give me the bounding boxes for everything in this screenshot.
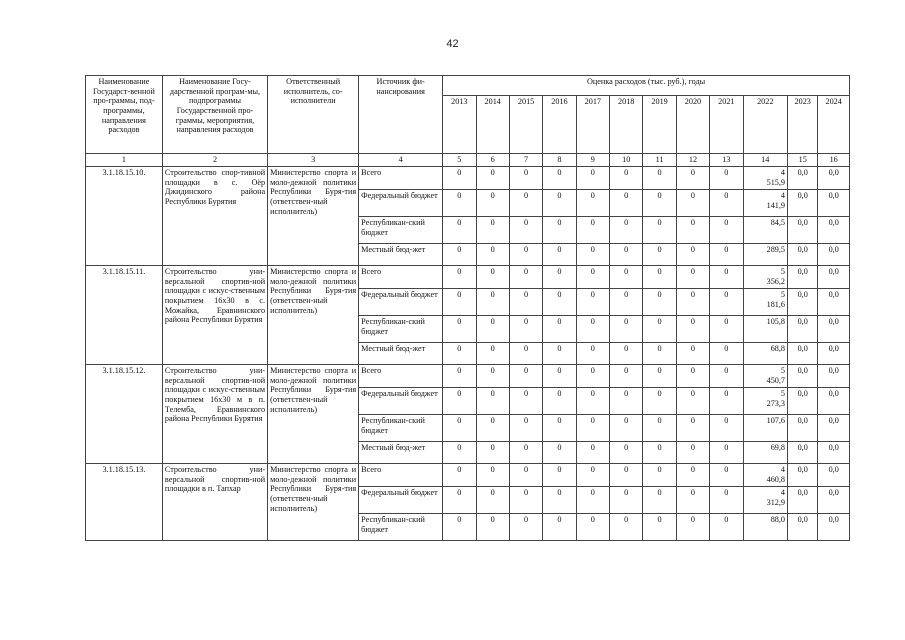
amount-cell: 0 (476, 289, 509, 316)
amount-cell: 0,0 (818, 388, 850, 415)
amount-cell: 0 (610, 289, 643, 316)
entry-name: Строительство спор-тивной площадки в с. Оёр Джидинского района Республики Бурятия (162, 167, 267, 266)
amount-cell: 0 (509, 316, 542, 343)
entry-executor: Министерство спорта и моло-дежной политики Республики Буря-тия (ответствен-ный исполнитель) (268, 464, 359, 541)
amount-cell: 0 (476, 316, 509, 343)
amount-cell: 0 (509, 415, 542, 442)
amount-cell: 0 (443, 343, 476, 365)
amount-cell: 0 (543, 442, 576, 464)
funding-source: Республикан-ский бюджет (359, 415, 443, 442)
amount-cell: 0,0 (818, 167, 850, 190)
table-row (86, 464, 850, 487)
amount-cell: 0 (710, 167, 743, 190)
amount-cell: 0 (543, 388, 576, 415)
amount-cell: 0 (710, 217, 743, 244)
column-number: 16 (818, 154, 850, 167)
funding-source: Федеральный бюджет (359, 487, 443, 514)
funding-source: Республикан-ский бюджет (359, 316, 443, 343)
amount-cell: 0,0 (818, 365, 850, 388)
amount-cell: 0,0 (818, 514, 850, 541)
amount-cell: 0 (610, 442, 643, 464)
amount-cell: 0 (476, 217, 509, 244)
amount-cell: 0,0 (788, 388, 818, 415)
amount-cell: 0 (443, 487, 476, 514)
amount-cell: 0 (443, 442, 476, 464)
amount-cell: 0 (676, 343, 709, 365)
amount-cell: 0 (576, 217, 609, 244)
table-row (86, 167, 850, 190)
amount-cell: 0 (643, 365, 676, 388)
amount-cell: 0,0 (818, 415, 850, 442)
amount-cell: 0,0 (818, 464, 850, 487)
column-number: 4 (359, 154, 443, 167)
funding-source: Всего (359, 464, 443, 487)
amount-cell: 0,0 (788, 464, 818, 487)
amount-cell: 0 (476, 190, 509, 217)
amount-cell: 0 (643, 343, 676, 365)
header-year: 2013 (443, 96, 476, 154)
amount-cell: 0 (643, 316, 676, 343)
column-number: 8 (543, 154, 576, 167)
amount-cell: 0 (509, 343, 542, 365)
amount-cell: 0,0 (818, 244, 850, 266)
amount-cell: 0 (710, 442, 743, 464)
amount-cell: 0 (676, 415, 709, 442)
amount-cell: 0 (543, 289, 576, 316)
amount-cell: 0 (676, 464, 709, 487)
header-year: 2016 (543, 96, 576, 154)
amount-cell: 5 356,2 (743, 266, 788, 289)
amount-cell: 0 (610, 487, 643, 514)
amount-cell: 0 (476, 388, 509, 415)
amount-cell: 0 (443, 365, 476, 388)
amount-cell: 0 (676, 244, 709, 266)
amount-cell: 0,0 (788, 190, 818, 217)
amount-cell: 0 (610, 388, 643, 415)
amount-cell: 0 (643, 464, 676, 487)
amount-cell: 0,0 (818, 289, 850, 316)
amount-cell: 0,0 (788, 316, 818, 343)
amount-cell: 0,0 (818, 442, 850, 464)
header-year: 2021 (710, 96, 743, 154)
amount-cell: 0,0 (788, 365, 818, 388)
amount-cell: 0 (610, 316, 643, 343)
column-number: 10 (610, 154, 643, 167)
amount-cell: 107,6 (743, 415, 788, 442)
amount-cell: 0 (476, 343, 509, 365)
funding-source: Всего (359, 365, 443, 388)
amount-cell: 0 (543, 464, 576, 487)
amount-cell: 0 (543, 514, 576, 541)
amount-cell: 0 (543, 365, 576, 388)
amount-cell: 0 (509, 514, 542, 541)
funding-source: Всего (359, 167, 443, 190)
amount-cell: 0 (710, 190, 743, 217)
amount-cell: 0 (543, 167, 576, 190)
amount-cell: 0 (676, 388, 709, 415)
amount-cell: 4 515,9 (743, 167, 788, 190)
header-name: Наименование Государст-венной про-граммы, под-программы, направления расходов (86, 76, 163, 154)
column-number: 9 (576, 154, 609, 167)
entry-code: 3.1.18.15.10. (86, 167, 163, 266)
header-year: 2023 (788, 96, 818, 154)
column-number: 5 (443, 154, 476, 167)
amount-cell: 0 (509, 487, 542, 514)
header-numbers-row (86, 154, 850, 167)
header-program: Наименование Госу-дарственной програм-мы, подпрограммы Государственной про-граммы, мероприятия, направления расходов (162, 76, 267, 154)
amount-cell: 0 (643, 415, 676, 442)
amount-cell: 0 (443, 266, 476, 289)
entry-name: Строительство уни-версальной спортив-ной площадки с искус-ственным покрытием 16х30 м в п. Телемба, Еравнинского района Республики Бурятия (162, 365, 267, 464)
entry-code: 3.1.18.15.11. (86, 266, 163, 365)
amount-cell: 289,5 (743, 244, 788, 266)
funding-source: Республикан-ский бюджет (359, 217, 443, 244)
amount-cell: 0 (710, 343, 743, 365)
funding-source: Местный бюд-жет (359, 442, 443, 464)
column-number: 15 (788, 154, 818, 167)
funding-source: Всего (359, 266, 443, 289)
amount-cell: 0 (676, 365, 709, 388)
amount-cell: 0 (509, 365, 542, 388)
column-number: 7 (509, 154, 542, 167)
amount-cell: 0 (576, 415, 609, 442)
entry-name: Строительство уни-версальной спортив-ной площадки с искус-ственным покрытием 16х30 в с. Можайка, Еравнинского района Республики Бурятия (162, 266, 267, 365)
amount-cell: 0 (443, 415, 476, 442)
entry-executor: Министерство спорта и моло-дежной политики Республики Буря-тия (ответствен-ный исполнитель) (268, 266, 359, 365)
table-body (86, 167, 850, 541)
amount-cell: 0 (509, 266, 542, 289)
amount-cell: 0 (576, 316, 609, 343)
header-executor: Ответственный исполнитель, со-исполнители (268, 76, 359, 154)
header-year: 2020 (676, 96, 709, 154)
amount-cell: 0,0 (788, 415, 818, 442)
amount-cell: 0 (643, 266, 676, 289)
amount-cell: 0 (576, 289, 609, 316)
header-year: 2015 (509, 96, 542, 154)
column-number: 13 (710, 154, 743, 167)
amount-cell: 0,0 (788, 514, 818, 541)
amount-cell: 0 (710, 388, 743, 415)
amount-cell: 0 (509, 217, 542, 244)
amount-cell: 0 (676, 266, 709, 289)
amount-cell: 0 (676, 316, 709, 343)
amount-cell: 0 (676, 167, 709, 190)
amount-cell: 0 (610, 343, 643, 365)
amount-cell: 0 (710, 487, 743, 514)
amount-cell: 0 (576, 167, 609, 190)
amount-cell: 0,0 (788, 266, 818, 289)
amount-cell: 0 (643, 217, 676, 244)
amount-cell: 0 (509, 244, 542, 266)
column-number: 14 (743, 154, 788, 167)
column-number: 2 (162, 154, 267, 167)
amount-cell: 0 (643, 244, 676, 266)
amount-cell: 0 (710, 415, 743, 442)
amount-cell: 0 (543, 415, 576, 442)
table-row (86, 266, 850, 289)
amount-cell: 0 (676, 217, 709, 244)
entry-code: 3.1.18.15.12. (86, 365, 163, 464)
amount-cell: 0 (543, 190, 576, 217)
amount-cell: 0 (476, 464, 509, 487)
budget-table (85, 75, 850, 541)
amount-cell: 0 (576, 365, 609, 388)
column-number: 6 (476, 154, 509, 167)
amount-cell: 0 (476, 365, 509, 388)
column-number: 3 (268, 154, 359, 167)
amount-cell: 0 (710, 464, 743, 487)
amount-cell: 0 (676, 487, 709, 514)
amount-cell: 0,0 (818, 343, 850, 365)
amount-cell: 0 (443, 464, 476, 487)
amount-cell: 0 (443, 244, 476, 266)
amount-cell: 0 (576, 514, 609, 541)
amount-cell: 0 (543, 316, 576, 343)
amount-cell: 0 (576, 442, 609, 464)
amount-cell: 0 (476, 514, 509, 541)
amount-cell: 0 (643, 289, 676, 316)
amount-cell: 0 (576, 244, 609, 266)
amount-cell: 0,0 (788, 289, 818, 316)
entry-executor: Министерство спорта и моло-дежной политики Республики Буря-тия (ответствен-ный исполнитель) (268, 167, 359, 266)
amount-cell: 5 273,3 (743, 388, 788, 415)
amount-cell: 0,0 (818, 217, 850, 244)
amount-cell: 0 (610, 217, 643, 244)
header-source: Источник фи-нансирования (359, 76, 443, 154)
amount-cell: 0 (543, 217, 576, 244)
amount-cell: 0 (676, 442, 709, 464)
header-year: 2014 (476, 96, 509, 154)
amount-cell: 0 (476, 244, 509, 266)
amount-cell: 88,0 (743, 514, 788, 541)
amount-cell: 0 (610, 514, 643, 541)
entry-executor: Министерство спорта и моло-дежной политики Республики Буря-тия (ответствен-ный исполнитель) (268, 365, 359, 464)
amount-cell: 0 (676, 289, 709, 316)
funding-source: Федеральный бюджет (359, 190, 443, 217)
amount-cell: 0 (543, 487, 576, 514)
funding-source: Федеральный бюджет (359, 388, 443, 415)
amount-cell: 0 (443, 289, 476, 316)
amount-cell: 0,0 (788, 487, 818, 514)
amount-cell: 0,0 (818, 316, 850, 343)
amount-cell: 0 (576, 343, 609, 365)
amount-cell: 0 (476, 442, 509, 464)
amount-cell: 0 (443, 388, 476, 415)
amount-cell: 0 (509, 190, 542, 217)
amount-cell: 0 (610, 167, 643, 190)
amount-cell: 0 (710, 514, 743, 541)
header-year: 2018 (610, 96, 643, 154)
amount-cell: 0 (509, 388, 542, 415)
amount-cell: 0 (643, 442, 676, 464)
amount-cell: 0,0 (788, 167, 818, 190)
amount-cell: 0 (610, 365, 643, 388)
amount-cell: 0 (443, 316, 476, 343)
amount-cell: 0 (643, 487, 676, 514)
amount-cell: 69,8 (743, 442, 788, 464)
amount-cell: 0 (443, 167, 476, 190)
amount-cell: 0 (476, 266, 509, 289)
amount-cell: 0 (610, 464, 643, 487)
table-row (86, 365, 850, 388)
amount-cell: 0 (509, 442, 542, 464)
amount-cell: 0 (710, 266, 743, 289)
entry-code: 3.1.18.15.13. (86, 464, 163, 541)
amount-cell: 0 (476, 487, 509, 514)
amount-cell: 0 (543, 244, 576, 266)
amount-cell: 0 (643, 167, 676, 190)
amount-cell: 0 (610, 415, 643, 442)
funding-source: Республикан-ский бюджет (359, 514, 443, 541)
amount-cell: 0 (710, 289, 743, 316)
amount-cell: 0,0 (788, 217, 818, 244)
amount-cell: 0 (710, 244, 743, 266)
column-number: 12 (676, 154, 709, 167)
amount-cell: 4 460,8 (743, 464, 788, 487)
amount-cell: 68,8 (743, 343, 788, 365)
amount-cell: 0 (643, 190, 676, 217)
amount-cell: 0 (509, 464, 542, 487)
amount-cell: 0 (676, 190, 709, 217)
amount-cell: 84,5 (743, 217, 788, 244)
amount-cell: 0 (543, 343, 576, 365)
amount-cell: 0 (610, 266, 643, 289)
funding-source: Местный бюд-жет (359, 343, 443, 365)
amount-cell: 0 (509, 289, 542, 316)
amount-cell: 5 450,7 (743, 365, 788, 388)
amount-cell: 0,0 (788, 244, 818, 266)
header-estimate: Оценка расходов (тыс. руб.), годы (443, 76, 850, 96)
entry-name: Строительство уни-версальной спортив-ной площадки в п. Тапхар (162, 464, 267, 541)
amount-cell: 0 (543, 266, 576, 289)
amount-cell: 0 (476, 415, 509, 442)
amount-cell: 0 (643, 388, 676, 415)
amount-cell: 4 141,9 (743, 190, 788, 217)
amount-cell: 0 (576, 464, 609, 487)
amount-cell: 0 (443, 190, 476, 217)
amount-cell: 0 (576, 266, 609, 289)
header-year: 2017 (576, 96, 609, 154)
amount-cell: 0 (610, 190, 643, 217)
amount-cell: 0,0 (788, 343, 818, 365)
amount-cell: 0 (643, 514, 676, 541)
amount-cell: 105,8 (743, 316, 788, 343)
amount-cell: 0,0 (818, 190, 850, 217)
funding-source: Федеральный бюджет (359, 289, 443, 316)
amount-cell: 0 (676, 514, 709, 541)
amount-cell: 0 (576, 487, 609, 514)
column-number: 11 (643, 154, 676, 167)
amount-cell: 0 (710, 365, 743, 388)
amount-cell: 4 312,9 (743, 487, 788, 514)
amount-cell: 5 181,6 (743, 289, 788, 316)
amount-cell: 0 (576, 190, 609, 217)
amount-cell: 0,0 (818, 487, 850, 514)
header-year: 2019 (643, 96, 676, 154)
amount-cell: 0 (443, 217, 476, 244)
header-year: 2022 (743, 96, 788, 154)
amount-cell: 0 (509, 167, 542, 190)
amount-cell: 0,0 (818, 266, 850, 289)
header-year: 2024 (818, 96, 850, 154)
amount-cell: 0 (576, 388, 609, 415)
page-number: 42 (446, 38, 459, 50)
amount-cell: 0 (476, 167, 509, 190)
amount-cell: 0,0 (788, 442, 818, 464)
column-number: 1 (86, 154, 163, 167)
funding-source: Местный бюд-жет (359, 244, 443, 266)
amount-cell: 0 (710, 316, 743, 343)
amount-cell: 0 (443, 514, 476, 541)
amount-cell: 0 (610, 244, 643, 266)
